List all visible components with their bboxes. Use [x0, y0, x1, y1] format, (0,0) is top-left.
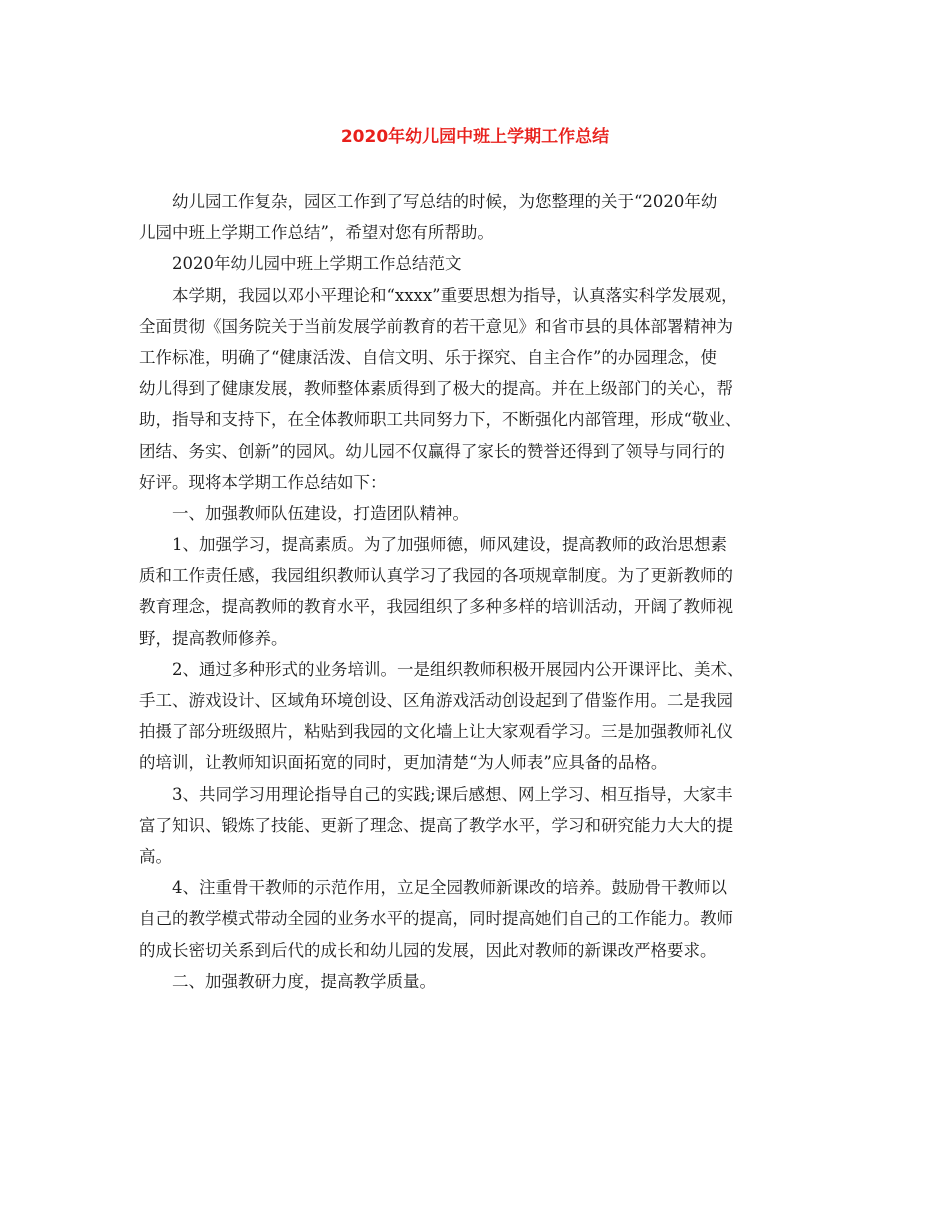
paragraph-line: 儿园中班上学期工作总结”，希望对您有所帮助。 [139, 223, 494, 243]
paragraph-line: 拍摄了部分班级照片，粘贴到我园的文化墙上让大家观看学习。三是加强教师礼仪 [139, 722, 733, 742]
section-heading: 二、加强教研力度，提高教学质量。 [172, 971, 436, 991]
paragraph-line: 富了知识、锻炼了技能、更新了理念、提高了教学水平，学习和研究能力大大的提 [139, 815, 733, 835]
document-title: 2020年幼儿园中班上学期工作总结 [340, 127, 610, 147]
paragraph-line: 自己的教学模式带动全园的业务水平的提高，同时提高她们自己的工作能力。教师 [139, 909, 733, 929]
paragraph-line: 幼儿园工作复杂，园区工作到了写总结的时候，为您整理的关于“2020年幼 [172, 192, 718, 211]
paragraph-line: 的培训，让教师知识面拓宽的同时，更加清楚“为人师表”应具备的品格。 [139, 753, 668, 773]
paragraph-line: 工作标准，明确了“健康活泼、自信文明、乐于探究、自主合作”的办园理念，使 [139, 347, 717, 367]
section-heading: 一、加强教师队伍建设，打造团队精神。 [172, 503, 469, 523]
paragraph-line: 野，提高教师修养。 [139, 628, 288, 648]
paragraph-line: 教育理念，提高教师的教育水平，我园组织了多种多样的培训活动，开阔了教师视 [139, 597, 733, 617]
paragraph-line: 团结、务实、创新”的园风。幼儿园不仅赢得了家长的赞誉还得到了领导与同行的 [139, 441, 725, 461]
paragraph-line: 助，指导和支持下，在全体教师职工共同努力下，不断强化内部管理，形成“敬业、 [139, 410, 742, 430]
paragraph-line: 质和工作责任感，我园组织教师认真学习了我园的各项规章制度。为了更新教师的 [139, 566, 733, 586]
paragraph-line: 高。 [139, 846, 172, 866]
document-body [139, 186, 815, 997]
paragraph-line: 幼儿得到了健康发展，教师整体素质得到了极大的提高。并在上级部门的关心，帮 [139, 379, 733, 399]
paragraph-line: 全面贯彻《国务院关于当前发展学前教育的若干意见》和省市县的具体部署精神为 [139, 316, 733, 336]
paragraph-line: 本学期，我园以邓小平理论和“xxxx”重要思想为指导，认真落实科学发展观， [172, 285, 738, 305]
subtitle-line: 2020年幼儿园中班上学期工作总结范文 [172, 254, 462, 274]
paragraph-line: 3、共同学习用理论指导自己的实践;课后感想、网上学习、相互指导，大家丰 [172, 784, 733, 804]
paragraph-line: 2、通过多种形式的业务培训。一是组织教师积极开展园内公开课评比、美术、 [172, 659, 744, 679]
paragraph-line: 4、注重骨干教师的示范作用，立足全园教师新课改的培养。鼓励骨干教师以 [172, 878, 727, 898]
paragraph-line: 手工、游戏设计、区域角环境创设、区角游戏活动创设起到了借鉴作用。二是我园 [139, 691, 733, 710]
paragraph-line: 1、加强学习，提高素质。为了加强师德，师风建设，提高教师的政治思想素 [172, 535, 727, 555]
paragraph-line: 好评。现将本学期工作总结如下： [139, 472, 387, 492]
paragraph-line: 的成长密切关系到后代的成长和幼儿园的发展，因此对教师的新课改严格要求。 [139, 940, 717, 960]
